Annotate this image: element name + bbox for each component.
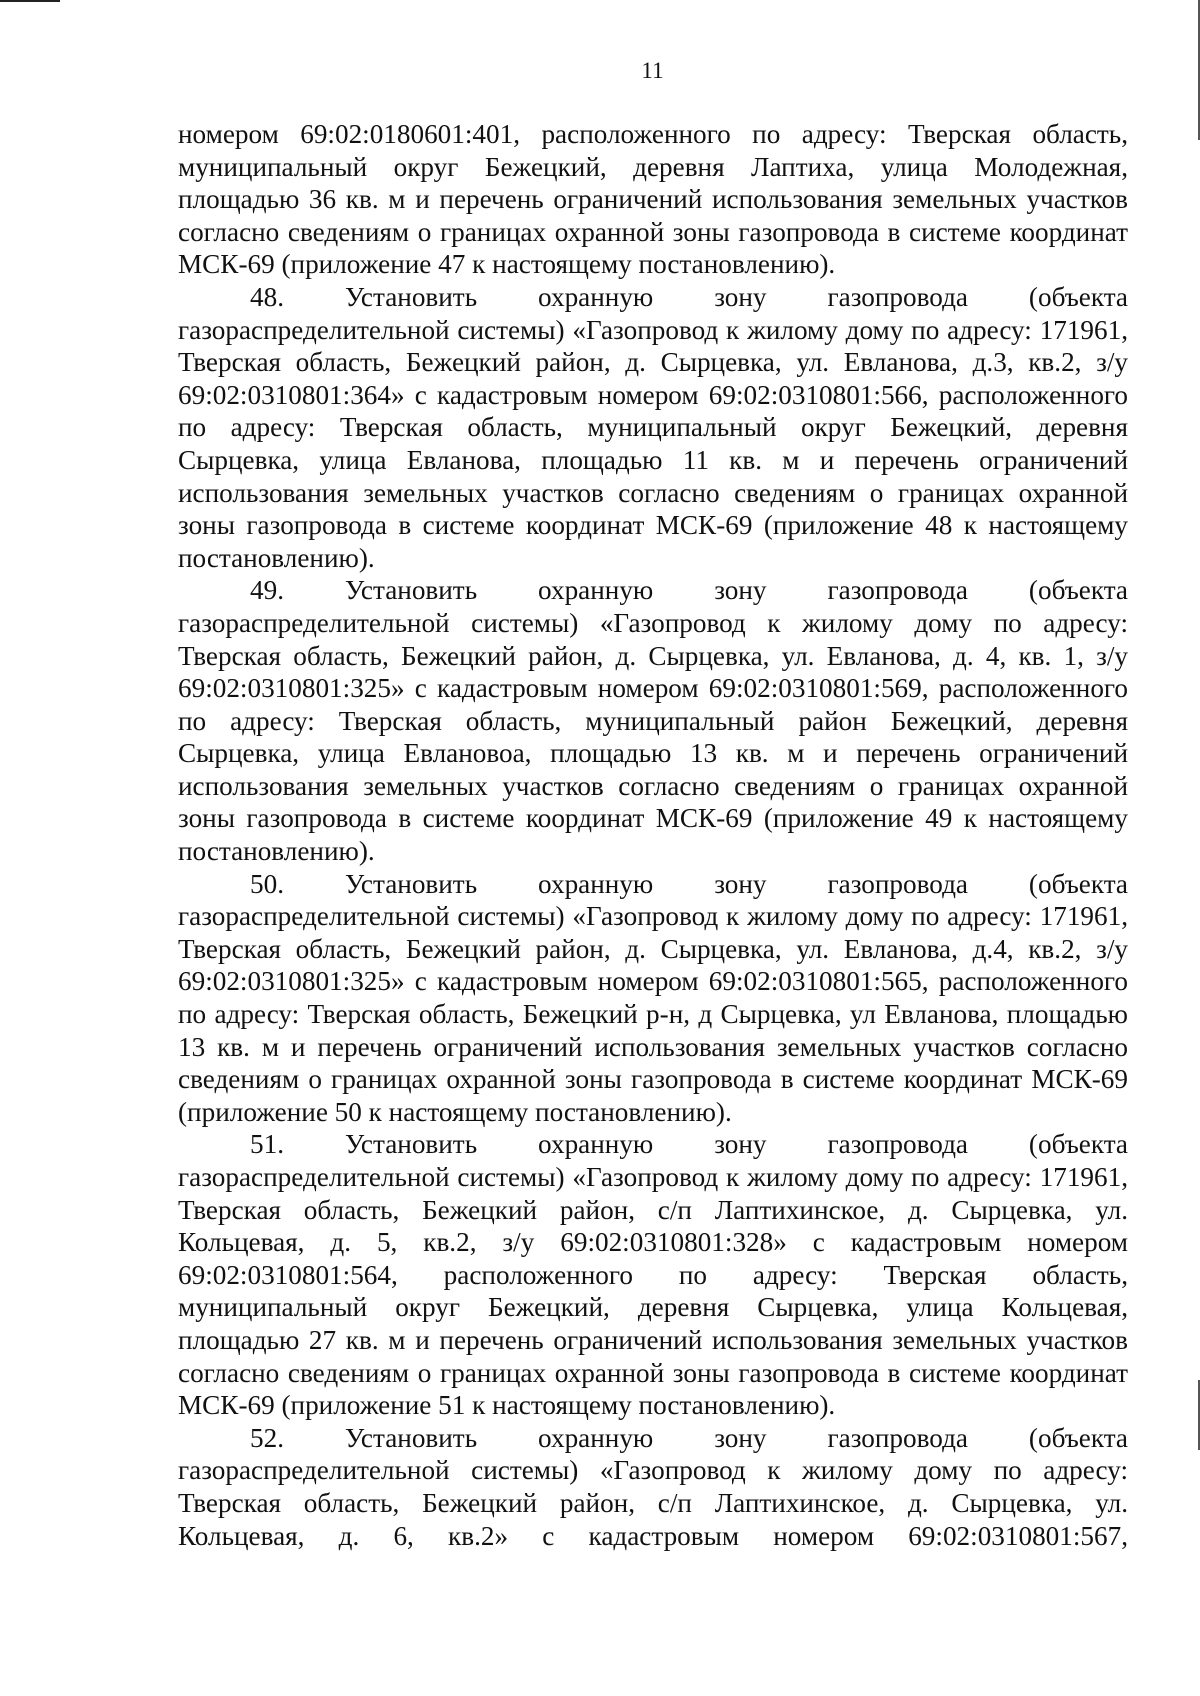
paragraph-continuation: номером 69:02:0180601:401, расположенного по адресу: Тверская область, муниципальный округ Бежецкий, деревня Лаптиха, улица Молодежная, площадью 36 кв. м и перечень ограничений использования земельных участков согласно сведениям о границах охранной зоны газопровода в системе координат МСК-69 (приложение 47 к настоящему постановлению). [178, 119, 1128, 280]
paragraph-item-49: 49. Установить охранную зону газопровода (объекта газораспределительной системы) «Газопровод к жилому дому по адресу: Тверская область, Бежецкий район, д. Сырцевка, ул. Евланова, д. 4, кв. 1, з/у 69:02:0310801:325» с кадастровым номером 69:02:0310801:569, расположенного по адресу: Тверская область, муниципальный район Бежецкий, деревня Сырцевка, улица Евлановоа, площадью 13 кв. м и перечень ограничений использования земельных участков согласно сведениям о границах охранной зоны газопровода в системе координат МСК-69 (приложение 49 к настоящему постановлению). [178, 575, 1128, 867]
scan-edge-mark [0, 0, 60, 2]
document-body [178, 118, 1128, 1552]
paragraph-item-51: 51. Установить охранную зону газопровода (объекта газораспределительной системы) «Газопровод к жилому дому по адресу: 171961, Тверская область, Бежецкий район, с/п Лаптихинское, д. Сырцевка, ул. Кольцевая, д. 5, кв.2, з/у 69:02:0310801:328» с кадастровым номером 69:02:0310801:564, расположенного по адресу: Тверская область, муниципальный округ Бежецкий, деревня Сырцевка, улица Кольцевая, площадью 27 кв. м и перечень ограничений использования земельных участков согласно сведениям о границах охранной зоны газопровода в системе координат МСК-69 (приложение 51 к настоящему постановлению). [178, 1129, 1128, 1421]
paragraph-item-48: 48. Установить охранную зону газопровода (объекта газораспределительной системы) «Газопровод к жилому дому по адресу: 171961, Тверская область, Бежецкий район, д. Сырцевка, ул. Евланова, д.3, кв.2, з/у 69:02:0310801:364» с кадастровым номером 69:02:0310801:566, расположенного по адресу: Тверская область, муниципальный округ Бежецкий, деревня Сырцевка, улица Евланова, площадью 11 кв. м и перечень ограничений использования земельных участков согласно сведениям о границах охранной зоны газопровода в системе координат МСК-69 (приложение 48 к настоящему постановлению). [178, 281, 1128, 573]
paragraph-item-52: 52. Установить охранную зону газопровода (объекта газораспределительной системы) «Газопровод к жилому дому по адресу: Тверская область, Бежецкий район, с/п Лаптихинское, д. Сырцевка, ул. Кольцевая, д. 6, кв.2» с кадастровым номером 69:02:0310801:567, [178, 1422, 1128, 1551]
paragraph-item-50: 50. Установить охранную зону газопровода (объекта газораспределительной системы) «Газопровод к жилому дому по адресу: 171961, Тверская область, Бежецкий район, д. Сырцевка, ул. Евланова, д.4, кв.2, з/у 69:02:0310801:325» с кадастровым номером 69:02:0310801:565, расположенного по адресу: Тверская область, Бежецкий р-н, д Сырцевка, ул Евланова, площадью 13 кв. м и перечень ограничений использования земельных участков согласно сведениям о границах охранной зоны газопровода в системе координат МСК-69 (приложение 50 к настоящему постановлению). [178, 868, 1128, 1127]
page-number: 11 [641, 58, 664, 83]
